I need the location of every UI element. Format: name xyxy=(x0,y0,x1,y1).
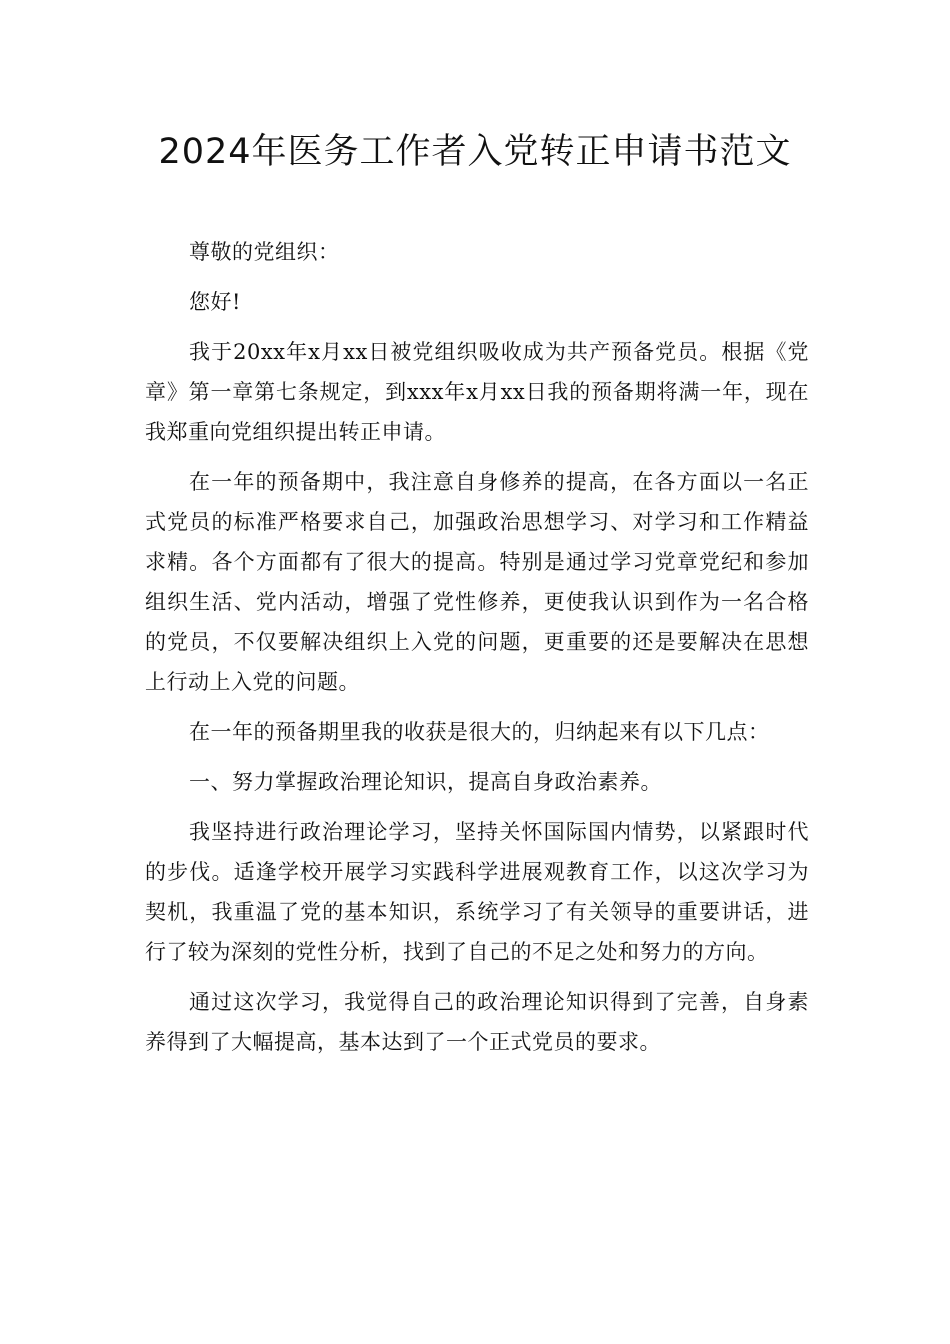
paragraph-application: 我于20xx年x月xx日被党组织吸收成为共产预备党员。根据《党章》第一章第七条规定，到xxx年x月xx日我的预备期将满一年，现在我郑重向党组织提出转正申请。 xyxy=(145,340,809,444)
salutation: 尊敬的党组织： xyxy=(189,240,340,264)
paragraph-gains-intro: 在一年的预备期里我的收获是很大的，归纳起来有以下几点： xyxy=(189,720,770,744)
paragraph-study-result: 通过这次学习，我觉得自己的政治理论知识得到了完善，自身素养得到了大幅提高，基本达到了一个正式党员的要求。 xyxy=(145,990,809,1054)
paragraph-probation-summary: 在一年的预备期中，我注意自身修养的提高，在各方面以一名正式党员的标准严格要求自己，加强政治思想学习、对学习和工作精益求精。各个方面都有了很大的提高。特别是通过学习党章党纪和参加组织生活、党内活动，增强了党性修养，更使我认识到作为一名合格的党员，不仅要解决组织上入党的问题，更重要的还是要解决在思想上行动上入党的问题。 xyxy=(145,470,809,694)
section-heading-1: 一、努力掌握政治理论知识，提高自身政治素养。 xyxy=(189,770,662,794)
document-title: 2024年医务工作者入党转正申请书范文 xyxy=(158,132,792,172)
paragraph-political-study: 我坚持进行政治理论学习，坚持关怀国际国内情势，以紧跟时代的步伐。适逢学校开展学习实践科学进展观教育工作，以这次学习为契机，我重温了党的基本知识，系统学习了有关领导的重要讲话，进行了较为深刻的党性分析，找到了自己的不足之处和努力的方向。 xyxy=(145,820,809,964)
greeting: 您好! xyxy=(189,290,241,314)
document-body xyxy=(145,232,809,1072)
